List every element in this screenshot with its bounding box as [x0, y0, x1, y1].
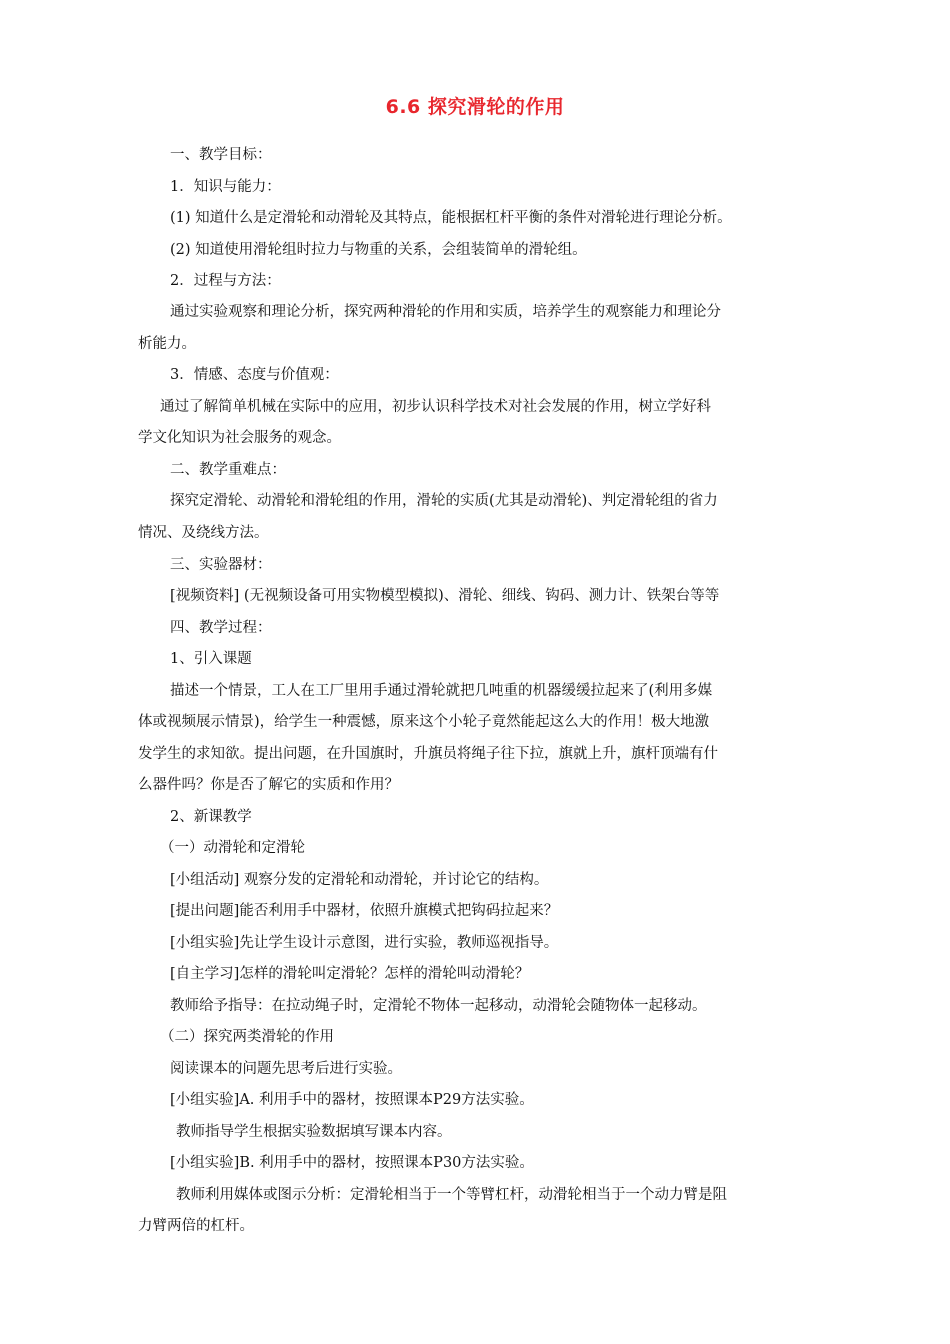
text-line: [视频资料] (无视频设备可用实物模型模拟)、滑轮、细线、钩码、测力计、铁架台等等	[170, 588, 720, 604]
text-line: 一、教学目标：	[170, 147, 272, 163]
text-line: (2) 知道使用滑轮组时拉力与物重的关系，会组装简单的滑轮组。	[170, 242, 587, 258]
text-line: 么器件吗？你是否了解它的实质和作用？	[138, 777, 399, 793]
text-line: [小组活动] 观察分发的定滑轮和动滑轮，并讨论它的结构。	[170, 872, 549, 888]
text-line: 阅读课本的问题先思考后进行实验。	[170, 1061, 402, 1077]
text-line: [自主学习]怎样的滑轮叫定滑轮？怎样的滑轮叫动滑轮？	[170, 966, 530, 982]
text-line: [提出问题]能否利用手中器材，依照升旗模式把钩码拉起来？	[170, 903, 559, 919]
text-line: 描述一个情景，工人在工厂里用手通过滑轮就把几吨重的机器缓缓拉起来了(利用多媒	[170, 683, 713, 699]
text-line: 情况、及绕线方法。	[138, 525, 269, 541]
text-line: 教师给予指导：在拉动绳子时，定滑轮不物体一起移动，动滑轮会随物体一起移动。	[170, 998, 707, 1014]
text-line: [小组实验]B. 利用手中的器材，按照课本P30方法实验。	[170, 1155, 534, 1171]
text-line: 通过了解简单机械在实际中的应用，初步认识科学技术对社会发展的作用，树立学好科	[160, 399, 711, 415]
text-line: 探究定滑轮、动滑轮和滑轮组的作用，滑轮的实质(尤其是动滑轮)、判定滑轮组的省力	[170, 493, 718, 509]
text-line: 发学生的求知欲。提出问题，在升国旗时，升旗员将绳子往下拉，旗就上升，旗杆顶端有什	[138, 746, 718, 762]
text-line: 2．过程与方法：	[170, 273, 281, 289]
text-line: 学文化知识为社会服务的观念。	[138, 430, 341, 446]
text-line: 四、教学过程：	[170, 620, 272, 636]
text-line: 析能力。	[138, 336, 196, 352]
text-line: （一）动滑轮和定滑轮	[160, 840, 305, 856]
text-line: 体或视频展示情景)，给学生一种震憾，原来这个小轮子竟然能起这么大的作用！极大地激	[138, 714, 710, 730]
text-line: 三、实验器材：	[170, 557, 272, 573]
text-line: 3．情感、态度与价值观：	[170, 367, 339, 383]
text-line: 2、新课教学	[170, 809, 252, 825]
text-line: [小组实验]先让学生设计示意图，进行实验，教师巡视指导。	[170, 935, 559, 951]
text-line: 1、引入课题	[170, 651, 252, 667]
text-line: 力臂两倍的杠杆。	[138, 1218, 254, 1234]
document-title: 6.6 探究滑轮的作用	[385, 96, 565, 118]
text-line: [小组实验]A. 利用手中的器材，按照课本P29方法实验。	[170, 1092, 534, 1108]
text-line: 教师利用媒体或图示分析：定滑轮相当于一个等臂杠杆，动滑轮相当于一个动力臂是阻	[176, 1187, 727, 1203]
text-line: （二）探究两类滑轮的作用	[160, 1029, 334, 1045]
text-line: (1) 知道什么是定滑轮和动滑轮及其特点，能根据杠杆平衡的条件对滑轮进行理论分析。	[170, 210, 732, 226]
text-line: 通过实验观察和理论分析，探究两种滑轮的作用和实质，培养学生的观察能力和理论分	[170, 304, 721, 320]
text-line: 1．知识与能力：	[170, 179, 281, 195]
text-line: 教师指导学生根据实验数据填写课本内容。	[176, 1124, 452, 1140]
text-line: 二、教学重难点：	[170, 462, 286, 478]
